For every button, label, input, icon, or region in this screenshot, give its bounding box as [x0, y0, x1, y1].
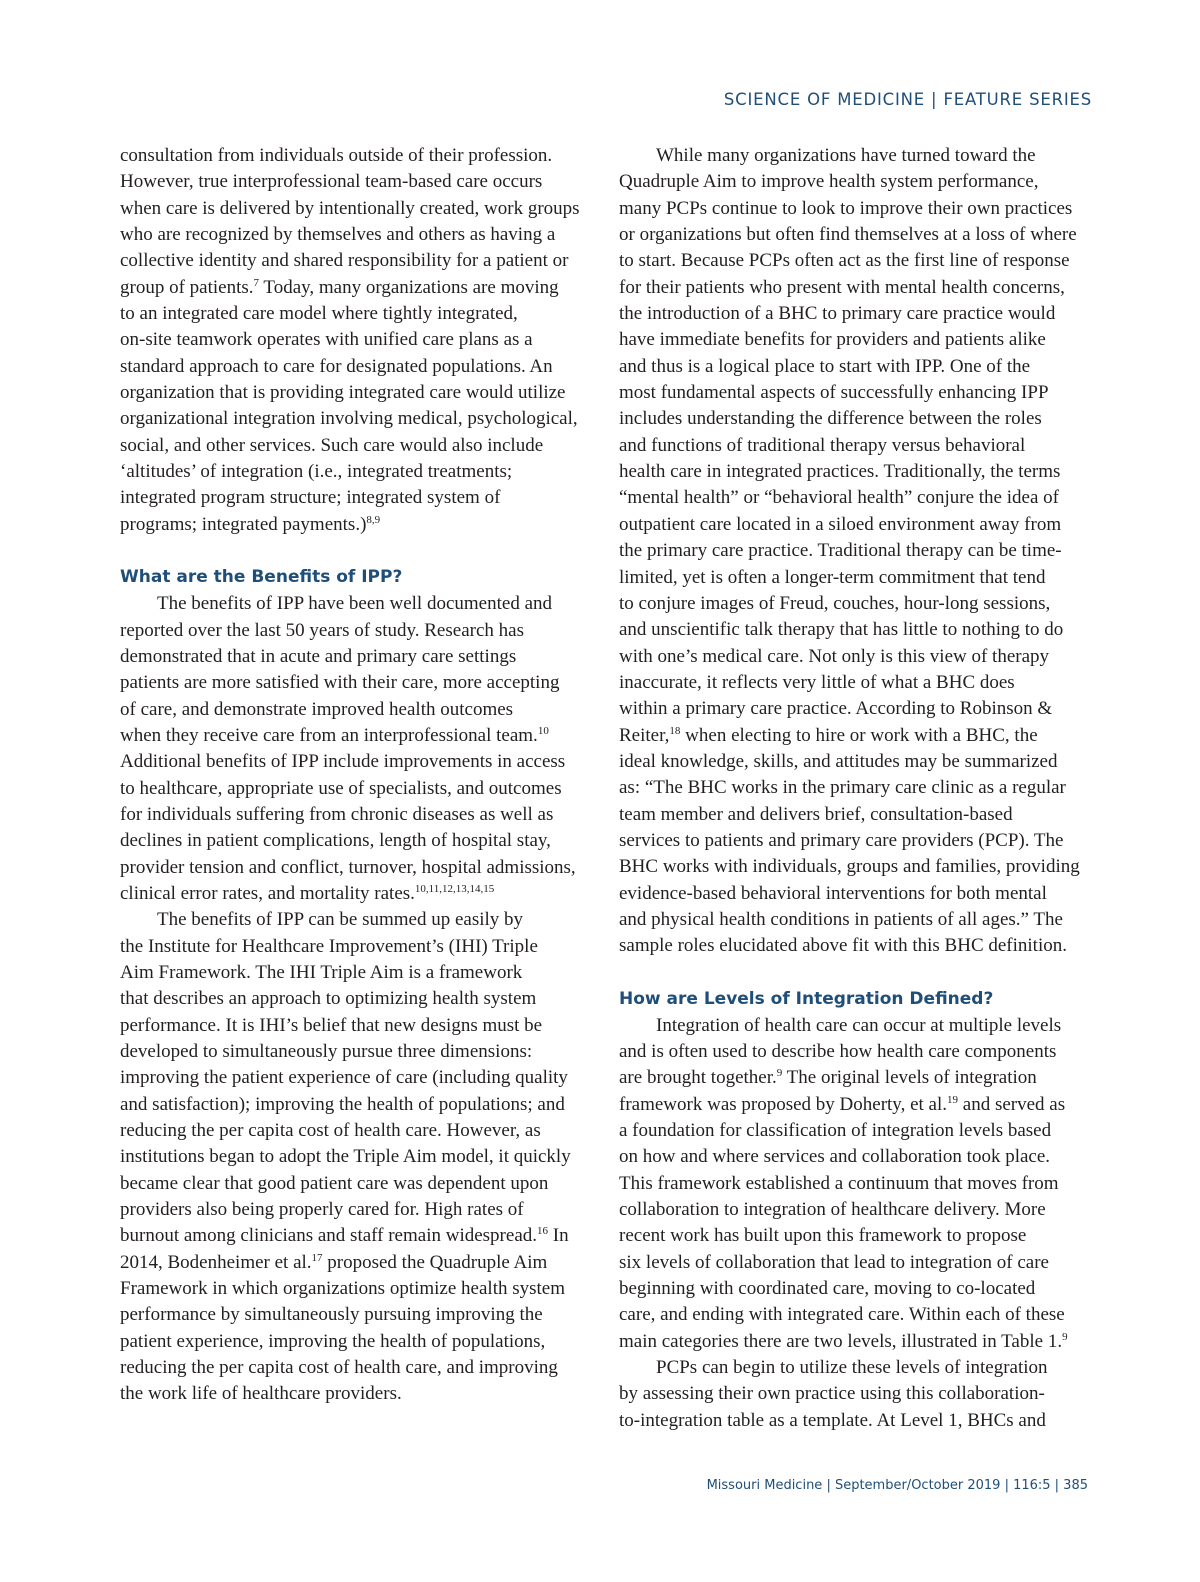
text-line: demonstrated that in acute and primary care settings: [120, 645, 517, 667]
text-line: to healthcare, appropriate use of specialists, and outcomes: [120, 777, 562, 799]
text-line: and thus is a logical place to start with IPP. One of the: [619, 355, 1031, 377]
text-line: improving the patient experience of care (including quality: [120, 1067, 568, 1089]
citation-superscript: 8,9: [366, 513, 381, 526]
text-line: clinical error rates, and mortality rates.$^{10,11,12,13,14,15}$: [120, 882, 495, 904]
text-line: of care, and demonstrate improved health outcomes: [120, 698, 514, 720]
text-line: on-site teamwork operates with unified care plans as a: [120, 329, 533, 351]
text-line: collaboration to integration of healthcare delivery. More: [619, 1199, 1046, 1221]
text-line: group of patients.$^7$ Today, many organizations are moving: [120, 276, 559, 298]
text-line: burnout among clinicians and staff remain widespread.$^{16}$ In: [120, 1225, 569, 1247]
text-line: 2014, Bodenheimer et al.$^{17}$ proposed the Quadruple Aim: [120, 1251, 548, 1273]
text-line: to an integrated care model where tightly integrated,: [120, 303, 518, 325]
text-line: Additional benefits of IPP include improvements in access: [120, 751, 566, 773]
text-line: care, and ending with integrated care. Within each of these: [619, 1304, 1065, 1326]
text-line: for their patients who present with mental health concerns,: [619, 276, 1065, 298]
text-line: are brought together.$^9$ The original levels of integration: [619, 1067, 1037, 1089]
text-line: within a primary care practice. According to Robinson &: [619, 698, 1053, 720]
text-line: by assessing their own practice using this collaboration-: [619, 1383, 1045, 1405]
section-heading: How are Levels of Integration Defined?: [619, 988, 994, 1009]
text-line: most fundamental aspects of successfully enhancing IPP: [619, 382, 1049, 404]
text-line: provider tension and conflict, turnover, hospital admissions,: [120, 856, 576, 878]
text-line: social, and other services. Such care would also include: [120, 434, 544, 456]
text-line: Quadruple Aim to improve health system performance,: [619, 171, 1039, 193]
paragraph: [619, 1013, 1097, 1355]
text-line: consultation from individuals outside of their profession.: [120, 145, 553, 166]
text-line: patient experience, improving the health of populations,: [120, 1330, 546, 1352]
text-line: This framework established a continuum that moves from: [619, 1172, 1059, 1194]
text-line: or organizations but often find themselves at a loss of where: [619, 224, 1077, 246]
text-line: sample roles elucidated above fit with this BHC definition.: [619, 935, 1067, 957]
text-line: to-integration table as a template. At Level 1, BHCs and: [619, 1409, 1046, 1431]
text-line: to conjure images of Freud, couches, hour-long sessions,: [619, 592, 1051, 614]
text-line: with one’s medical care. Not only is this view of therapy: [619, 645, 1050, 667]
text-line: recent work has built upon this framework to propose: [619, 1225, 1027, 1247]
text-line: The benefits of IPP can be summed up easily by: [157, 909, 524, 931]
right-column: [619, 143, 1097, 1434]
left-column: [120, 143, 596, 1408]
text-line: developed to simultaneously pursue three dimensions:: [120, 1041, 533, 1062]
text-line: have immediate benefits for providers and patients alike: [619, 329, 1046, 351]
section-heading: What are the Benefits of IPP?: [120, 567, 403, 588]
text-line: “mental health” or “behavioral health” conjure the idea of: [619, 487, 1059, 509]
citation-superscript: 18: [669, 724, 681, 737]
text-line: many PCPs continue to look to improve their own practices: [619, 197, 1073, 219]
citation-superscript: 16: [537, 1225, 548, 1238]
text-line: reported over the last 50 years of study. Research has: [120, 619, 524, 641]
text-line: collective identity and shared responsibility for a patient or: [120, 250, 569, 272]
text-line: providers also being properly cared for. High rates of: [120, 1199, 524, 1221]
text-line: integrated program structure; integrated system of: [120, 487, 501, 509]
text-line: beginning with coordinated care, moving to co-located: [619, 1278, 1036, 1300]
text-line: limited, yet is often a longer-term commitment that tend: [619, 566, 1046, 588]
text-line: BHC works with individuals, groups and families, providing: [619, 856, 1080, 878]
text-line: and functions of traditional therapy versus behavioral: [619, 434, 1026, 456]
text-line: institutions began to adopt the Triple Aim model, it quickly: [120, 1146, 571, 1168]
citation-superscript: 10,11,12,13,14,15: [414, 882, 495, 895]
text-line: patients are more satisfied with their care, more accepting: [120, 672, 560, 694]
text-line: evidence-based behavioral interventions for both mental: [619, 882, 1047, 904]
text-line: standard approach to care for designated populations. An: [120, 355, 553, 377]
text-line: programs; integrated payments.)$^{8,9}$: [120, 513, 381, 535]
paragraph: [619, 1355, 1097, 1434]
paragraph: [120, 907, 596, 1408]
text-line: Framework in which organizations optimize health system: [120, 1278, 565, 1300]
text-line: Integration of health care can occur at multiple levels: [656, 1014, 1062, 1036]
text-line: as: “The BHC works in the primary care clinic as a regular: [619, 777, 1066, 799]
text-line: and physical health conditions in patients of all ages.” The: [619, 908, 1063, 930]
text-line: the primary care practice. Traditional therapy can be time-: [619, 540, 1062, 562]
text-line: team member and delivers brief, consultation-based: [619, 803, 1013, 825]
text-line: However, true interprofessional team-based care occurs: [120, 171, 543, 193]
text-line: on how and where services and collaboration took place.: [619, 1146, 1051, 1168]
text-line: includes understanding the difference between the roles: [619, 408, 1042, 430]
text-line: PCPs can begin to utilize these levels of integration: [656, 1357, 1048, 1379]
citation-superscript: 9: [776, 1067, 783, 1080]
page-footer: Missouri Medicine | September/October 2019 | 116:5 | 385: [706, 1478, 1088, 1493]
text-line: a foundation for classification of integration levels based: [619, 1120, 1052, 1142]
text-line: and satisfaction); improving the health of populations; and: [120, 1093, 565, 1115]
text-line: ‘altitudes’ of integration (i.e., integrated treatments;: [120, 461, 513, 483]
text-line: framework was proposed by Doherty, et al.$^{19}$ and served as: [619, 1093, 1066, 1115]
paragraph: [619, 143, 1097, 960]
text-line: to start. Because PCPs often act as the first line of response: [619, 250, 1070, 272]
text-line: when care is delivered by intentionally created, work groups: [120, 197, 580, 219]
text-line: performance. It is IHI’s belief that new designs must be: [120, 1014, 543, 1036]
paragraph: [120, 143, 596, 538]
text-line: who are recognized by themselves and others as having a: [120, 224, 556, 246]
citation-superscript: 10: [537, 724, 549, 737]
text-line: reducing the per capita cost of health care. However, as: [120, 1120, 541, 1142]
text-line: the Institute for Healthcare Improvement’s (IHI) Triple: [120, 935, 538, 957]
text-line: outpatient care located in a siloed environment away from: [619, 513, 1062, 535]
text-line: performance by simultaneously pursuing improving the: [120, 1304, 543, 1326]
citation-superscript: 7: [253, 276, 260, 289]
text-line: that describes an approach to optimizing health system: [120, 988, 537, 1010]
text-line: Aim Framework. The IHI Triple Aim is a framework: [120, 961, 523, 983]
text-line: organizational integration involving medical, psychological,: [120, 408, 578, 430]
text-line: and unscientific talk therapy that has little to nothing to do: [619, 619, 1064, 641]
text-line: main categories there are two levels, illustrated in Table 1.$^9$: [619, 1330, 1068, 1352]
text-line: Reiter,$^{18}$ when electing to hire or work with a BHC, the: [619, 724, 1038, 746]
text-line: While many organizations have turned toward the: [656, 145, 1036, 166]
text-line: services to patients and primary care providers (PCP). The: [619, 829, 1064, 851]
citation-superscript: 19: [947, 1093, 959, 1106]
text-line: six levels of collaboration that lead to integration of care: [619, 1251, 1049, 1273]
paragraph: [120, 591, 596, 907]
text-line: ideal knowledge, skills, and attitudes may be summarized: [619, 750, 1058, 772]
citation-superscript: 9: [1062, 1330, 1068, 1343]
running-header: SCIENCE OF MEDICINE | FEATURE SERIES: [723, 90, 1092, 109]
text-line: the introduction of a BHC to primary care practice would: [619, 303, 1056, 325]
text-line: and is often used to describe how health care components: [619, 1041, 1057, 1062]
text-line: organization that is providing integrated care would utilize: [120, 382, 566, 404]
text-line: became clear that good patient care was dependent upon: [120, 1172, 549, 1194]
text-line: inaccurate, it reflects very little of what a BHC does: [619, 671, 1015, 693]
text-line: the work life of healthcare providers.: [120, 1383, 402, 1405]
text-line: The benefits of IPP have been well documented and: [157, 593, 553, 615]
text-line: health care in integrated practices. Traditionally, the terms: [619, 461, 1061, 483]
text-line: when they receive care from an interprofessional team.$^{10}$: [120, 724, 549, 746]
text-line: for individuals suffering from chronic diseases as well as: [120, 803, 554, 825]
text-line: declines in patient complications, length of hospital stay,: [120, 830, 551, 852]
text-line: reducing the per capita cost of health care, and improving: [120, 1357, 558, 1379]
citation-superscript: 17: [311, 1251, 323, 1264]
